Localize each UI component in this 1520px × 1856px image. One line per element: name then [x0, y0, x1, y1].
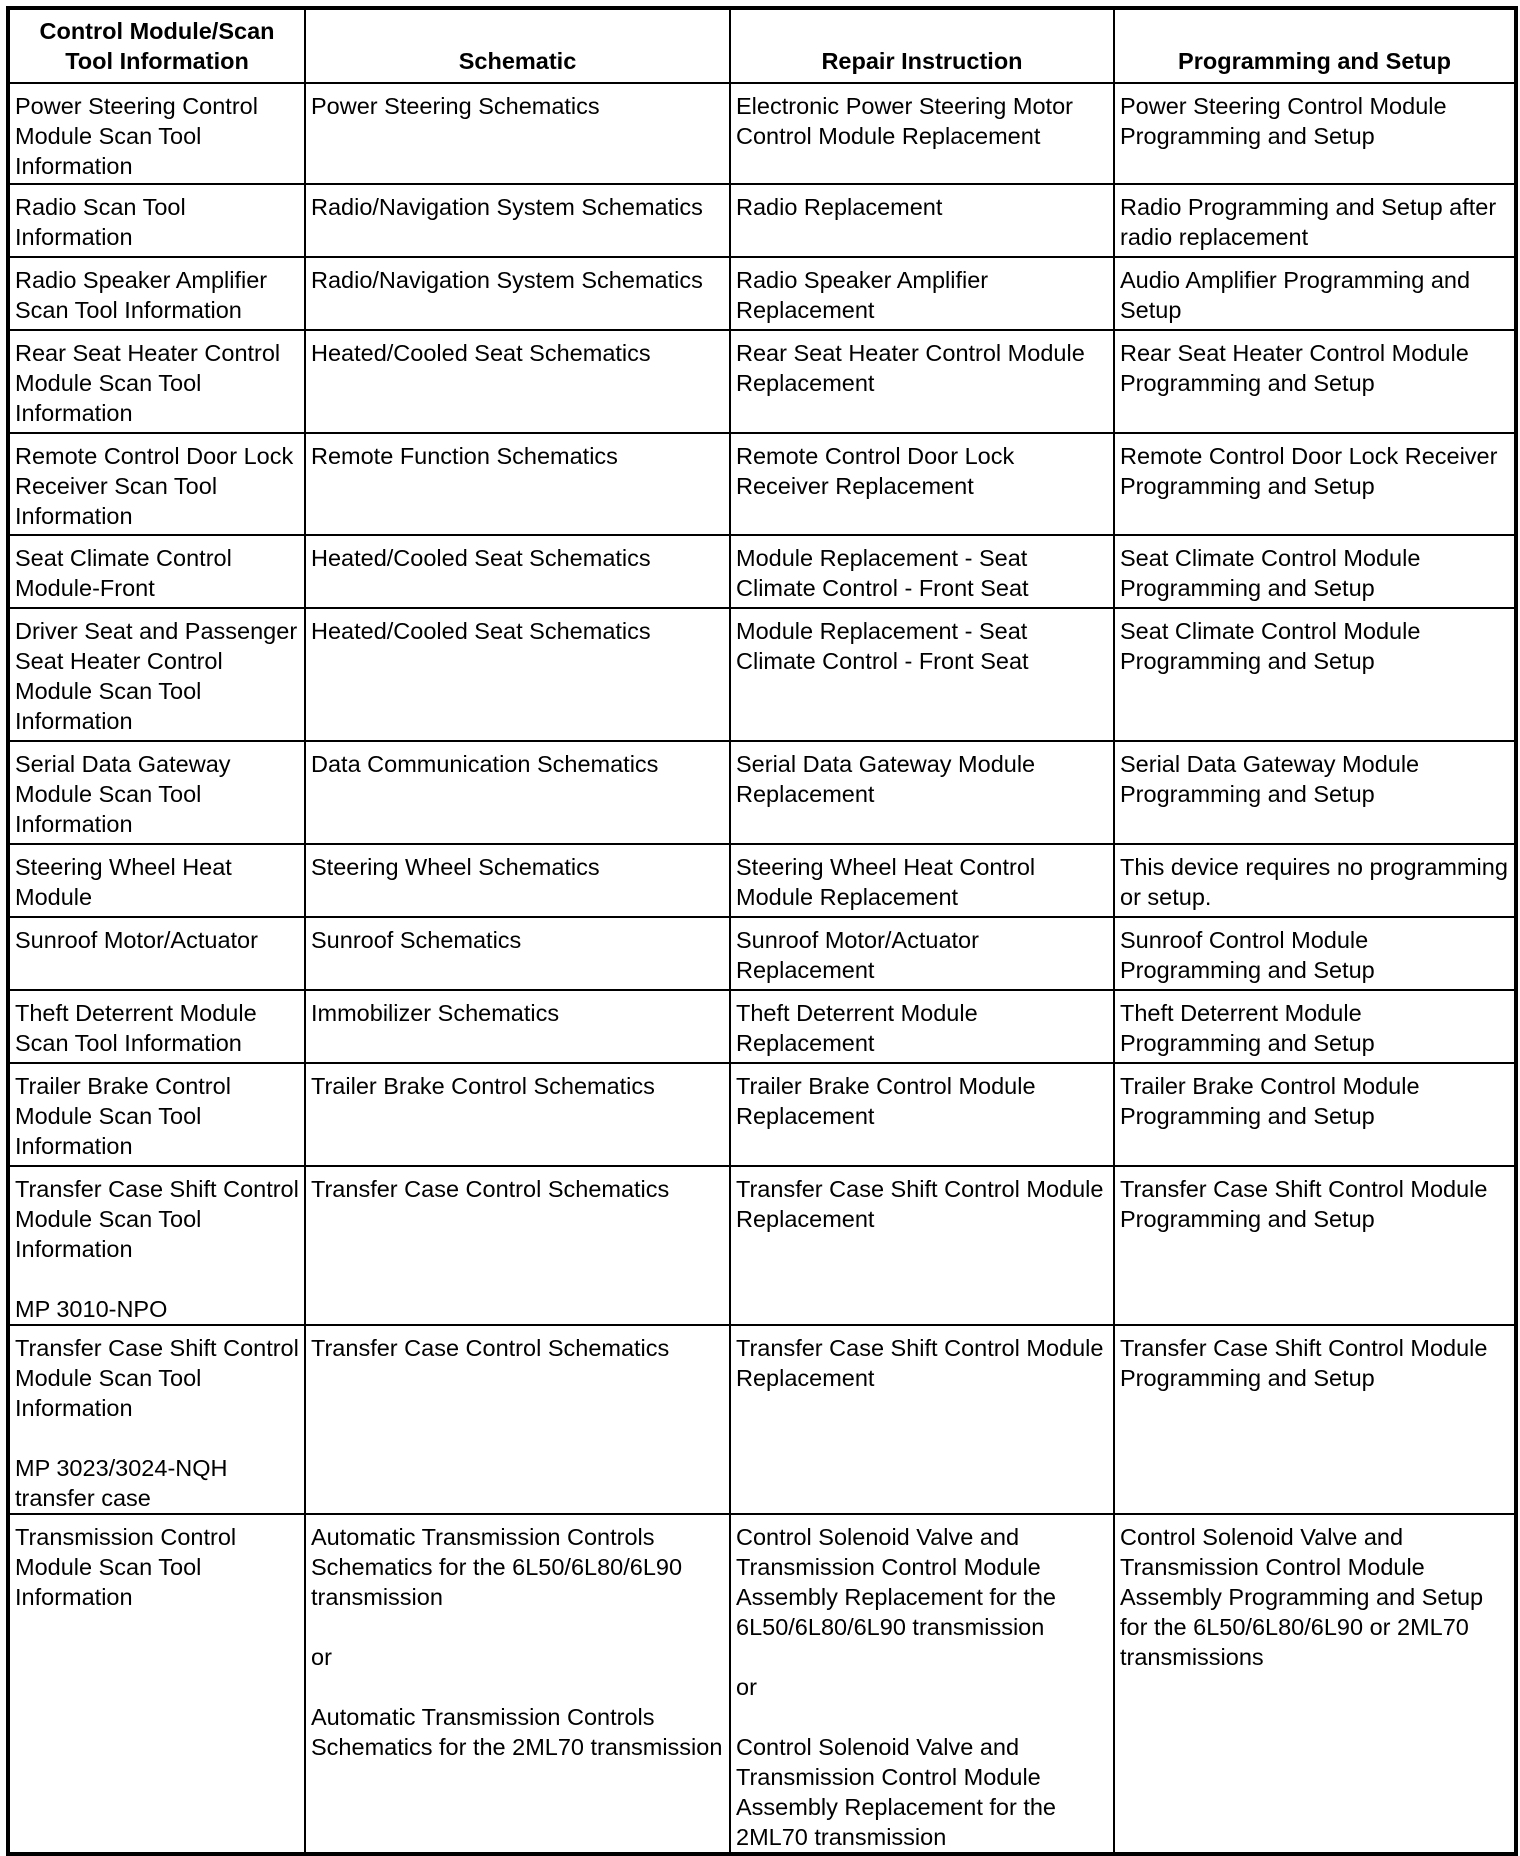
cell-programming-setup [1114, 1514, 1516, 1854]
cell-programming-setup [1114, 1063, 1516, 1166]
cell-text: Transfer Case Control Schematics [311, 1335, 670, 1361]
cell-text: Sunroof Motor/Actuator Replacement [736, 927, 979, 983]
table-row [8, 917, 1516, 990]
cell-module-info [8, 257, 305, 330]
cell-module-info [8, 535, 305, 608]
cell-module-info [8, 844, 305, 917]
cell-schematic [305, 990, 730, 1063]
cell-module-info [8, 433, 305, 535]
table-row [8, 741, 1516, 844]
cell-repair-instruction [730, 917, 1114, 990]
table-row [8, 990, 1516, 1063]
cell-text: Seat Climate Control Module-Front [15, 545, 232, 601]
cell-repair-instruction [730, 330, 1114, 433]
cell-programming-setup [1114, 1166, 1516, 1325]
table-row [8, 330, 1516, 433]
cell-text: Remote Control Door Lock Receiver Programming and Setup [1120, 443, 1498, 499]
cell-schematic [305, 257, 730, 330]
cell-text: Trailer Brake Control Module Scan Tool Information [15, 1073, 231, 1159]
cell-programming-setup [1114, 433, 1516, 535]
cell-text: Heated/Cooled Seat Schematics [311, 618, 651, 644]
cell-schematic [305, 330, 730, 433]
cell-schematic [305, 1514, 730, 1854]
cell-module-info [8, 1514, 305, 1854]
cell-text: Transfer Case Shift Control Module Replacement [736, 1176, 1104, 1232]
cell-text: Trailer Brake Control Module Programming and Setup [1120, 1073, 1420, 1129]
cell-repair-instruction [730, 535, 1114, 608]
cell-text: Automatic Transmission Controls Schematics for the 6L50/6L80/6L90 transmission [311, 1524, 683, 1610]
cell-programming-setup [1114, 741, 1516, 844]
cell-text: This device requires no programming or setup. [1120, 854, 1508, 910]
cell-repair-instruction [730, 990, 1114, 1063]
header-programming-setup: Programming and Setup [1114, 8, 1516, 83]
cell-text: Control Solenoid Valve and Transmission Control Module Assembly Programming and Setup for the 6L50/6L80/6L90 or 2ML70 transmissions [1120, 1524, 1484, 1670]
cell-text: Transfer Case Shift Control Module Scan Tool Information [15, 1176, 299, 1262]
cell-text: Module Replacement - Seat Climate Control - Front Seat [736, 545, 1029, 601]
cell-text: Trailer Brake Control Schematics [311, 1073, 655, 1099]
cell-text: Remote Control Door Lock Receiver Scan Tool Information [15, 443, 294, 529]
table-row [8, 1514, 1516, 1854]
cell-text: Power Steering Schematics [311, 93, 600, 119]
table-row [8, 1166, 1516, 1325]
cell-text: Seat Climate Control Module Programming and Setup [1120, 545, 1421, 601]
cell-programming-setup [1114, 535, 1516, 608]
cell-text: Radio Programming and Setup after radio replacement [1120, 194, 1497, 250]
cell-text: Transfer Case Shift Control Module Scan Tool Information [15, 1335, 299, 1421]
cell-schematic [305, 608, 730, 741]
cell-programming-setup [1114, 917, 1516, 990]
cell-text: Serial Data Gateway Module Replacement [736, 751, 1036, 807]
cell-module-info [8, 1166, 305, 1325]
cell-text: Audio Amplifier Programming and Setup [1120, 267, 1471, 323]
cell-programming-setup [1114, 990, 1516, 1063]
cell-text: Remote Function Schematics [311, 443, 618, 469]
cell-programming-setup [1114, 83, 1516, 184]
cell-repair-instruction [730, 608, 1114, 741]
cell-schematic [305, 1063, 730, 1166]
cell-module-info [8, 83, 305, 184]
cell-repair-instruction [730, 741, 1114, 844]
table-row [8, 257, 1516, 330]
cell-programming-setup [1114, 608, 1516, 741]
cell-text: Radio Speaker Amplifier Replacement [736, 267, 989, 323]
cell-programming-setup [1114, 1325, 1516, 1514]
header-row [8, 8, 1516, 83]
cell-module-info [8, 1325, 305, 1514]
table-row [8, 608, 1516, 741]
cell-module-info [8, 608, 305, 741]
cell-schematic [305, 83, 730, 184]
cell-text: Steering Wheel Heat Control Module Replacement [736, 854, 1036, 910]
cell-programming-setup [1114, 257, 1516, 330]
cell-repair-instruction [730, 1325, 1114, 1514]
cell-schematic [305, 1325, 730, 1514]
cell-text: or [736, 1674, 757, 1700]
cell-schematic [305, 1166, 730, 1325]
cell-text: Transfer Case Shift Control Module Programming and Setup [1120, 1176, 1488, 1232]
table-row [8, 535, 1516, 608]
table-row [8, 1325, 1516, 1514]
cell-text: Seat Climate Control Module Programming and Setup [1120, 618, 1421, 674]
cell-text: Power Steering Control Module Programming and Setup [1120, 93, 1447, 149]
cell-text: Automatic Transmission Controls Schematics for the 2ML70 transmission [311, 1704, 723, 1760]
cell-text: Electronic Power Steering Motor Control Module Replacement [736, 93, 1073, 149]
cell-text: Sunroof Control Module Programming and Setup [1120, 927, 1375, 983]
cell-text: Radio Scan Tool Information [15, 194, 186, 250]
header-module-info: Control Module/Scan Tool Information [8, 8, 305, 83]
cell-schematic [305, 535, 730, 608]
cell-schematic [305, 433, 730, 535]
header-repair-instruction: Repair Instruction [730, 8, 1114, 83]
cell-text: Steering Wheel Schematics [311, 854, 600, 880]
cell-text: Control Solenoid Valve and Transmission Control Module Assembly Replacement for the 2ML70 transmission [736, 1734, 1057, 1850]
cell-text: Theft Deterrent Module Programming and Setup [1120, 1000, 1375, 1056]
table-row [8, 433, 1516, 535]
table-row [8, 83, 1516, 184]
cell-text: Theft Deterrent Module Replacement [736, 1000, 978, 1056]
cell-schematic [305, 184, 730, 257]
cell-programming-setup [1114, 184, 1516, 257]
header-schematic: Schematic [305, 8, 730, 83]
cell-text: Heated/Cooled Seat Schematics [311, 340, 651, 366]
cell-module-info [8, 330, 305, 433]
table-row [8, 184, 1516, 257]
cell-module-info [8, 990, 305, 1063]
cell-schematic [305, 917, 730, 990]
cell-text: Transmission Control Module Scan Tool Information [15, 1524, 237, 1610]
cell-module-info [8, 1063, 305, 1166]
cell-programming-setup [1114, 330, 1516, 433]
cell-schematic [305, 844, 730, 917]
cell-text: Radio/Navigation System Schematics [311, 267, 703, 293]
cell-text: Module Replacement - Seat Climate Control - Front Seat [736, 618, 1029, 674]
cell-module-info [8, 741, 305, 844]
table-row [8, 1063, 1516, 1166]
cell-repair-instruction [730, 844, 1114, 917]
cell-repair-instruction [730, 1166, 1114, 1325]
cell-repair-instruction [730, 1063, 1114, 1166]
cell-text: Theft Deterrent Module Scan Tool Information [15, 1000, 257, 1056]
cell-text: Transfer Case Control Schematics [311, 1176, 670, 1202]
cell-module-info [8, 917, 305, 990]
cell-repair-instruction [730, 257, 1114, 330]
cell-text: MP 3010-NPO [15, 1296, 168, 1322]
cell-programming-setup [1114, 844, 1516, 917]
module-reference-table [6, 6, 1518, 1856]
cell-text: Radio/Navigation System Schematics [311, 194, 703, 220]
cell-text: Data Communication Schematics [311, 751, 659, 777]
cell-text: Trailer Brake Control Module Replacement [736, 1073, 1036, 1129]
cell-repair-instruction [730, 184, 1114, 257]
cell-text: MP 3023/3024-NQH transfer case [15, 1455, 228, 1511]
cell-repair-instruction [730, 83, 1114, 184]
cell-text: Immobilizer Schematics [311, 1000, 560, 1026]
cell-text: or [311, 1644, 332, 1670]
cell-text: Remote Control Door Lock Receiver Replacement [736, 443, 1015, 499]
table-row [8, 844, 1516, 917]
cell-text: Sunroof Motor/Actuator [15, 927, 258, 953]
cell-text: Heated/Cooled Seat Schematics [311, 545, 651, 571]
cell-module-info [8, 184, 305, 257]
cell-repair-instruction [730, 433, 1114, 535]
cell-text: Radio Speaker Amplifier Scan Tool Information [15, 267, 268, 323]
cell-text: Transfer Case Shift Control Module Programming and Setup [1120, 1335, 1488, 1391]
cell-text: Rear Seat Heater Control Module Programming and Setup [1120, 340, 1469, 396]
cell-text: Radio Replacement [736, 194, 943, 220]
cell-text: Sunroof Schematics [311, 927, 522, 953]
cell-text: Steering Wheel Heat Module [15, 854, 232, 910]
cell-text: Control Solenoid Valve and Transmission Control Module Assembly Replacement for the 6L50/6L80/6L90 transmission [736, 1524, 1057, 1640]
cell-text: Rear Seat Heater Control Module Scan Tool Information [15, 340, 281, 426]
cell-repair-instruction [730, 1514, 1114, 1854]
cell-schematic [305, 741, 730, 844]
cell-text: Driver Seat and Passenger Seat Heater Control Module Scan Tool Information [15, 618, 298, 734]
cell-text: Rear Seat Heater Control Module Replacement [736, 340, 1085, 396]
cell-text: Serial Data Gateway Module Scan Tool Information [15, 751, 231, 837]
cell-text: Transfer Case Shift Control Module Replacement [736, 1335, 1104, 1391]
cell-text: Serial Data Gateway Module Programming and Setup [1120, 751, 1420, 807]
cell-text: Power Steering Control Module Scan Tool Information [15, 93, 258, 179]
